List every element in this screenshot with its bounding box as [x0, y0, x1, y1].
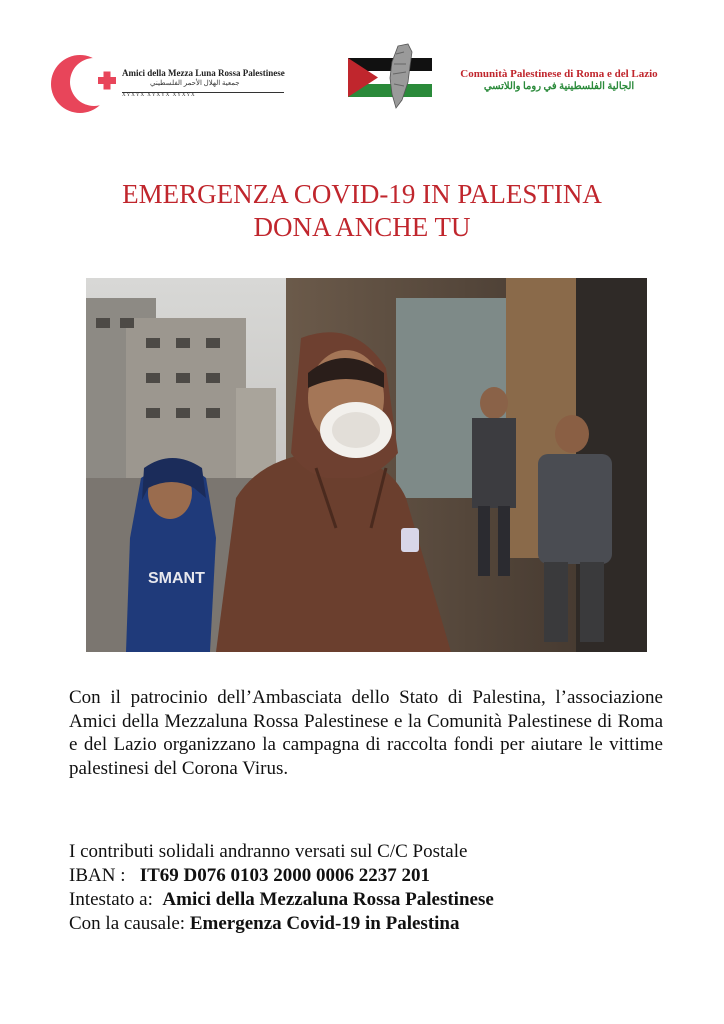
left-org-name: Amici della Mezza Luna Rossa Palestinese [122, 68, 285, 78]
left-org-logo-block [50, 52, 290, 116]
headline [0, 178, 724, 244]
donation-intro: I contributi solidali andranno versati sul C/C Postale [69, 841, 468, 862]
left-org-text [122, 68, 292, 99]
photo-children-masks [86, 278, 647, 652]
iban-value: IT69 D076 0103 2000 0006 2237 201 [139, 865, 431, 886]
headline-line-2: DONA ANCHE TU [253, 212, 471, 242]
shirt-text: SMANT [148, 570, 205, 587]
holder-label: Intestato a: [69, 889, 153, 910]
palestine-flag-map-icon [346, 42, 438, 112]
holder-row [69, 888, 669, 912]
donation-info [69, 840, 669, 936]
iban-row [69, 864, 669, 888]
reason-label: Con la causale: [69, 913, 186, 934]
red-crescent-cross-icon [50, 52, 116, 116]
left-org-arabic: جمعية الهلال الأحمر الفلسطيني [150, 79, 240, 87]
reason-row [69, 912, 669, 936]
left-org-pattern: XYXYX XYXYX XYXYX [122, 92, 284, 99]
right-org-arabic: الجالية الفلسطينية في روما واللاتسي [483, 81, 635, 92]
holder-value: Amici della Mezzaluna Rossa Palestinese [162, 889, 494, 910]
iban-label: IBAN : [69, 865, 126, 886]
headline-line-1: EMERGENZA COVID-19 IN PALESTINA [122, 179, 602, 209]
right-org-name: Comunità Palestinese di Roma e del Lazio [460, 68, 658, 80]
reason-value: Emergenza Covid-19 in Palestina [189, 913, 460, 934]
campaign-description: Con il patrocinio dell’Ambasciata dello Stato di Palestina, l’associazione Amici della Mezzaluna Rossa Palestinese e la Comunità Palestinese di Roma e del Lazio organizzano la campagna di raccolta fondi per aiutare le vittime palestinesi del Corona Virus. [69, 687, 663, 779]
right-org-logo-block [346, 42, 676, 114]
right-org-text [444, 68, 674, 92]
